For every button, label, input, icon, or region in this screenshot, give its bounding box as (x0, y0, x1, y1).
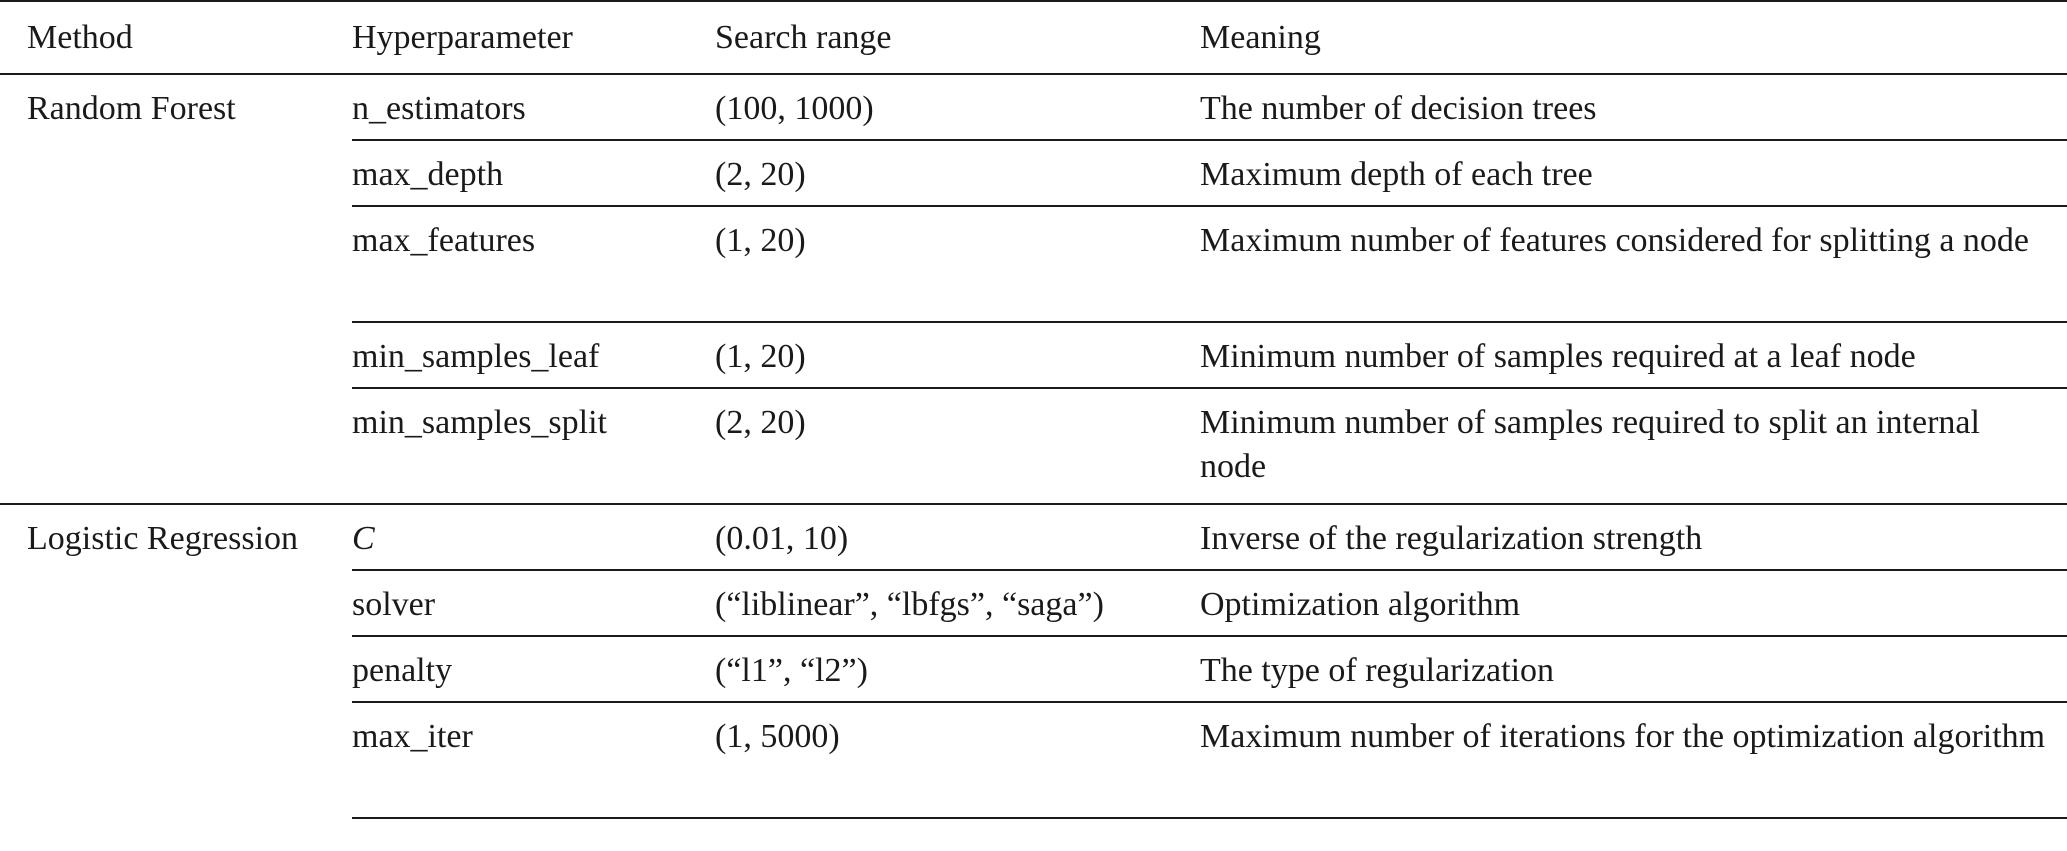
hyperparameter-cell: max_iter (352, 702, 715, 818)
method-cell-logistic-regression: Logistic Regression (0, 504, 352, 818)
hyperparameter-cell: max_depth (352, 140, 715, 206)
search-range-cell: (1, 20) (715, 206, 1200, 322)
hyperparameter-cell: solver (352, 570, 715, 636)
search-range-cell: (1, 20) (715, 322, 1200, 388)
hyperparameter-cell: max_features (352, 206, 715, 322)
meaning-cell: Inverse of the regularization strength (1200, 504, 2067, 570)
search-range-cell: (100, 1000) (715, 90, 874, 127)
search-range-cell: (0.01, 10) (715, 504, 1200, 570)
table-row (0, 504, 2067, 570)
header-search-range: Search range (715, 1, 1200, 74)
table-header-row (0, 1, 2067, 74)
meaning-cell: The number of decision trees (1200, 90, 1597, 127)
meaning-cell: Minimum number of samples required at a leaf node (1200, 322, 2067, 388)
method-cell-random-forest: Random Forest (27, 90, 236, 127)
search-range-cell: (1, 5000) (715, 702, 1200, 818)
search-range-cell: (2, 20) (715, 140, 1200, 206)
meaning-cell: Maximum number of features considered for splitting a node (1200, 206, 2067, 322)
meaning-cell: Optimization algorithm (1200, 570, 2067, 636)
hyperparameter-cell: penalty (352, 636, 715, 702)
search-range-cell: (“l1”, “l2”) (715, 636, 1200, 702)
meaning-cell: Minimum number of samples required to split an internal node (1200, 388, 2067, 504)
hyperparameter-cell: min_samples_leaf (352, 322, 715, 388)
hyperparameter-cell: n_estimators (352, 90, 526, 127)
header-hyperparameter: Hyperparameter (352, 1, 715, 74)
hyperparameter-cell: min_samples_split (352, 388, 715, 504)
search-range-cell: (2, 20) (715, 388, 1200, 504)
table-row (0, 74, 2067, 140)
meaning-cell: The type of regularization (1200, 636, 2067, 702)
header-meaning: Meaning (1200, 1, 2067, 74)
search-range-cell: (“liblinear”, “lbfgs”, “saga”) (715, 570, 1200, 636)
meaning-cell: Maximum depth of each tree (1200, 140, 2067, 206)
header-method: Method (0, 1, 352, 74)
meaning-cell: Maximum number of iterations for the optimization algorithm (1200, 702, 2067, 818)
hyperparameter-cell: C (352, 504, 715, 570)
